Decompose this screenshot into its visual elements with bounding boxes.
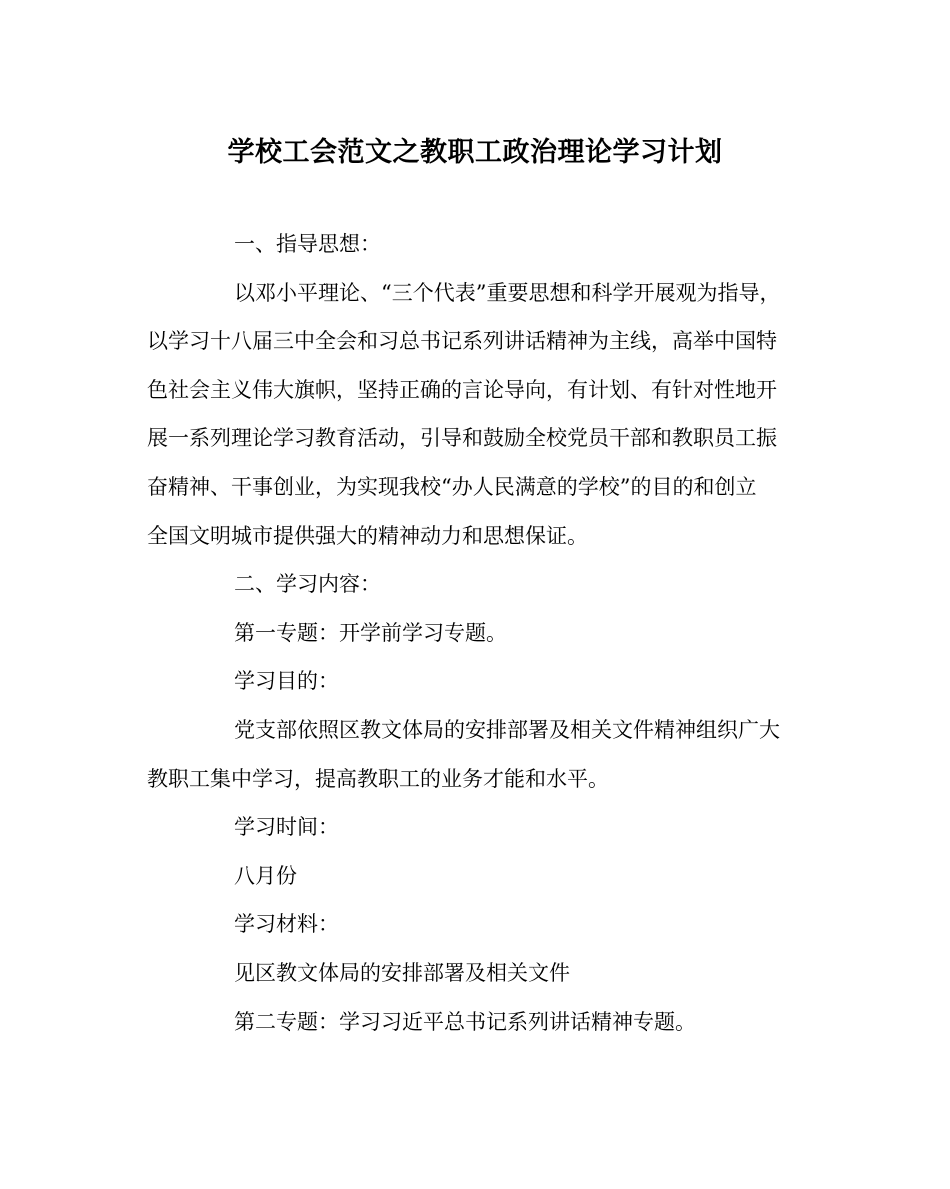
paragraph-line: 全国文明城市提供强大的精神动力和思想保证。 (147, 523, 588, 548)
paragraph-line: 以学习十八届三中全会和习总书记系列讲话精神为主线，高举中国特 (147, 329, 777, 354)
value-study-time: 八月份 (234, 863, 297, 888)
paragraph-line: 奋精神、干事创业，为实现我校“办人民满意的学校”的目的和创立 (147, 474, 757, 499)
topic-one: 第一专题：开学前学习专题。 (234, 620, 507, 645)
paragraph-line: 色社会主义伟大旗帜，坚持正确的言论导向，有计划、有针对性地开 (147, 377, 777, 402)
paragraph-guiding-thought (147, 269, 815, 318)
document-title: 学校工会范文之教职工政治理论学习计划 (227, 137, 723, 168)
value-study-material: 见区教文体局的安排部署及相关文件 (234, 960, 570, 985)
paragraph-guiding-thought-continued (147, 317, 815, 560)
paragraph-study-goal (147, 706, 815, 755)
paragraph-line: 展一系列理论学习教育活动，引导和鼓励全校党员干部和教职员工振 (147, 426, 777, 451)
heading-study-content: 二、学习内容： (234, 572, 381, 597)
paragraph-study-goal-continued (147, 755, 815, 804)
label-study-material: 学习材料： (234, 912, 339, 937)
topic-two: 第二专题：学习习近平总书记系列讲话精神专题。 (234, 1009, 696, 1034)
label-study-goal: 学习目的： (234, 669, 339, 694)
heading-guiding-thought: 一、指导思想： (234, 232, 381, 256)
paragraph-line: 党支部依照区教文体局的安排部署及相关文件精神组织广大 (234, 717, 780, 742)
document-body (147, 220, 815, 1046)
label-study-time: 学习时间： (234, 815, 339, 840)
paragraph-line: 以邓小平理论、“三个代表”重要思想和科学开展观为指导， (234, 280, 781, 305)
paragraph-line: 教职工集中学习，提高教职工的业务才能和水平。 (147, 766, 609, 791)
